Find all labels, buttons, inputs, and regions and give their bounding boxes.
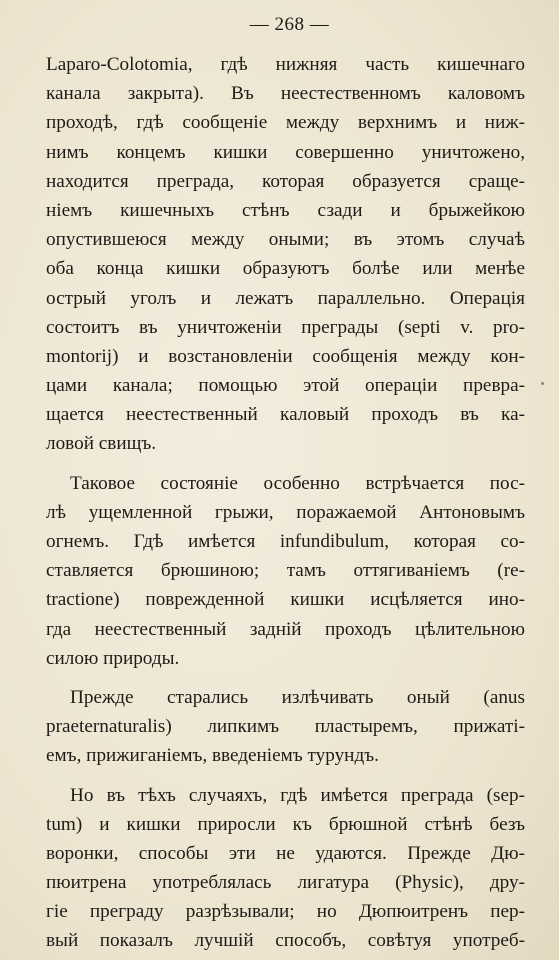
text-line: Но въ тѣхъ случаяхъ, гдѣ имѣется преграда (sep- xyxy=(70,784,525,806)
text-line: емъ, прижиганіемъ, введеніемъ турундъ. xyxy=(46,745,379,767)
text-line: tum) и кишки приросли къ брюшной стѣнѣ безъ xyxy=(46,813,525,835)
text-line: вый показалъ лучшій способъ, совѣтуя употреб- xyxy=(46,930,525,952)
text-line: montorij) и возстановленіи сообщенія между кон- xyxy=(46,345,525,367)
text-line: находится преграда, которая образуется сраще- xyxy=(46,170,525,192)
paragraph-3 xyxy=(46,683,525,771)
text-line: Laparo-Colotomia, гдѣ нижняя часть кишечнаго xyxy=(46,54,525,75)
text-line: острый уголъ и лежатъ параллельно. Операція xyxy=(46,287,525,309)
text-line: лѣ ущемленной грыжи, поражаемой Антоновымъ xyxy=(46,501,525,523)
text-line: состоитъ въ уничтоженіи преграды (septi v. pro- xyxy=(46,316,525,338)
text-line: гіе преграду разрѣзывали; но Дюпюитренъ пер- xyxy=(46,901,525,923)
text-line: нимъ концемъ кишки совершенно уничтожено, xyxy=(46,141,525,163)
text-line: ставляется брюшиною; тамъ оттягиваніемъ (re- xyxy=(46,560,525,582)
text-line: praeternaturalis) липкимъ пластыремъ, прижаті- xyxy=(46,716,525,738)
text-line: проходѣ, гдѣ сообщеніе между верхнимъ и ниж- xyxy=(46,112,525,134)
text-line: оба конца кишки образуютъ болѣе или менѣе xyxy=(46,258,525,280)
text-line: ніемъ кишечныхъ стѣнъ сзади и брыжейкою xyxy=(46,199,525,221)
page-number: — 268 — xyxy=(249,14,330,35)
paper-speck xyxy=(541,382,544,385)
text-line: пюитрена употреблялась лигатура (Physic), дру- xyxy=(46,872,525,894)
text-line: щается неестественный каловый проходъ въ ка- xyxy=(46,404,525,426)
text-line: ловой свищъ. xyxy=(46,433,157,455)
text-line: Таковое состояніе особенно встрѣчается пос- xyxy=(70,472,525,494)
paragraph-4 xyxy=(46,781,525,956)
text-line: огнемъ. Гдѣ имѣется infundibulum, которая со- xyxy=(46,531,525,552)
text-line: Прежде старались излѣчивать оный (anus xyxy=(70,686,525,708)
paragraph-1 xyxy=(46,50,525,459)
text-line: опустившеюся между оными; въ этомъ случаѣ xyxy=(46,229,525,251)
text-line: tractione) поврежденной кишки исцѣляется ино- xyxy=(46,589,525,611)
text-line: силою природы. xyxy=(46,647,180,669)
text-line: цами канала; помощью этой операціи превра- xyxy=(46,375,525,397)
text-line: гда неестественный задній проходъ цѣлительною xyxy=(46,618,525,640)
text-line: воронки, способы эти не удаются. Прежде Дю- xyxy=(46,842,525,864)
paragraph-2 xyxy=(46,469,525,673)
text-line: канала закрыта). Въ неестественномъ каловомъ xyxy=(46,83,525,105)
